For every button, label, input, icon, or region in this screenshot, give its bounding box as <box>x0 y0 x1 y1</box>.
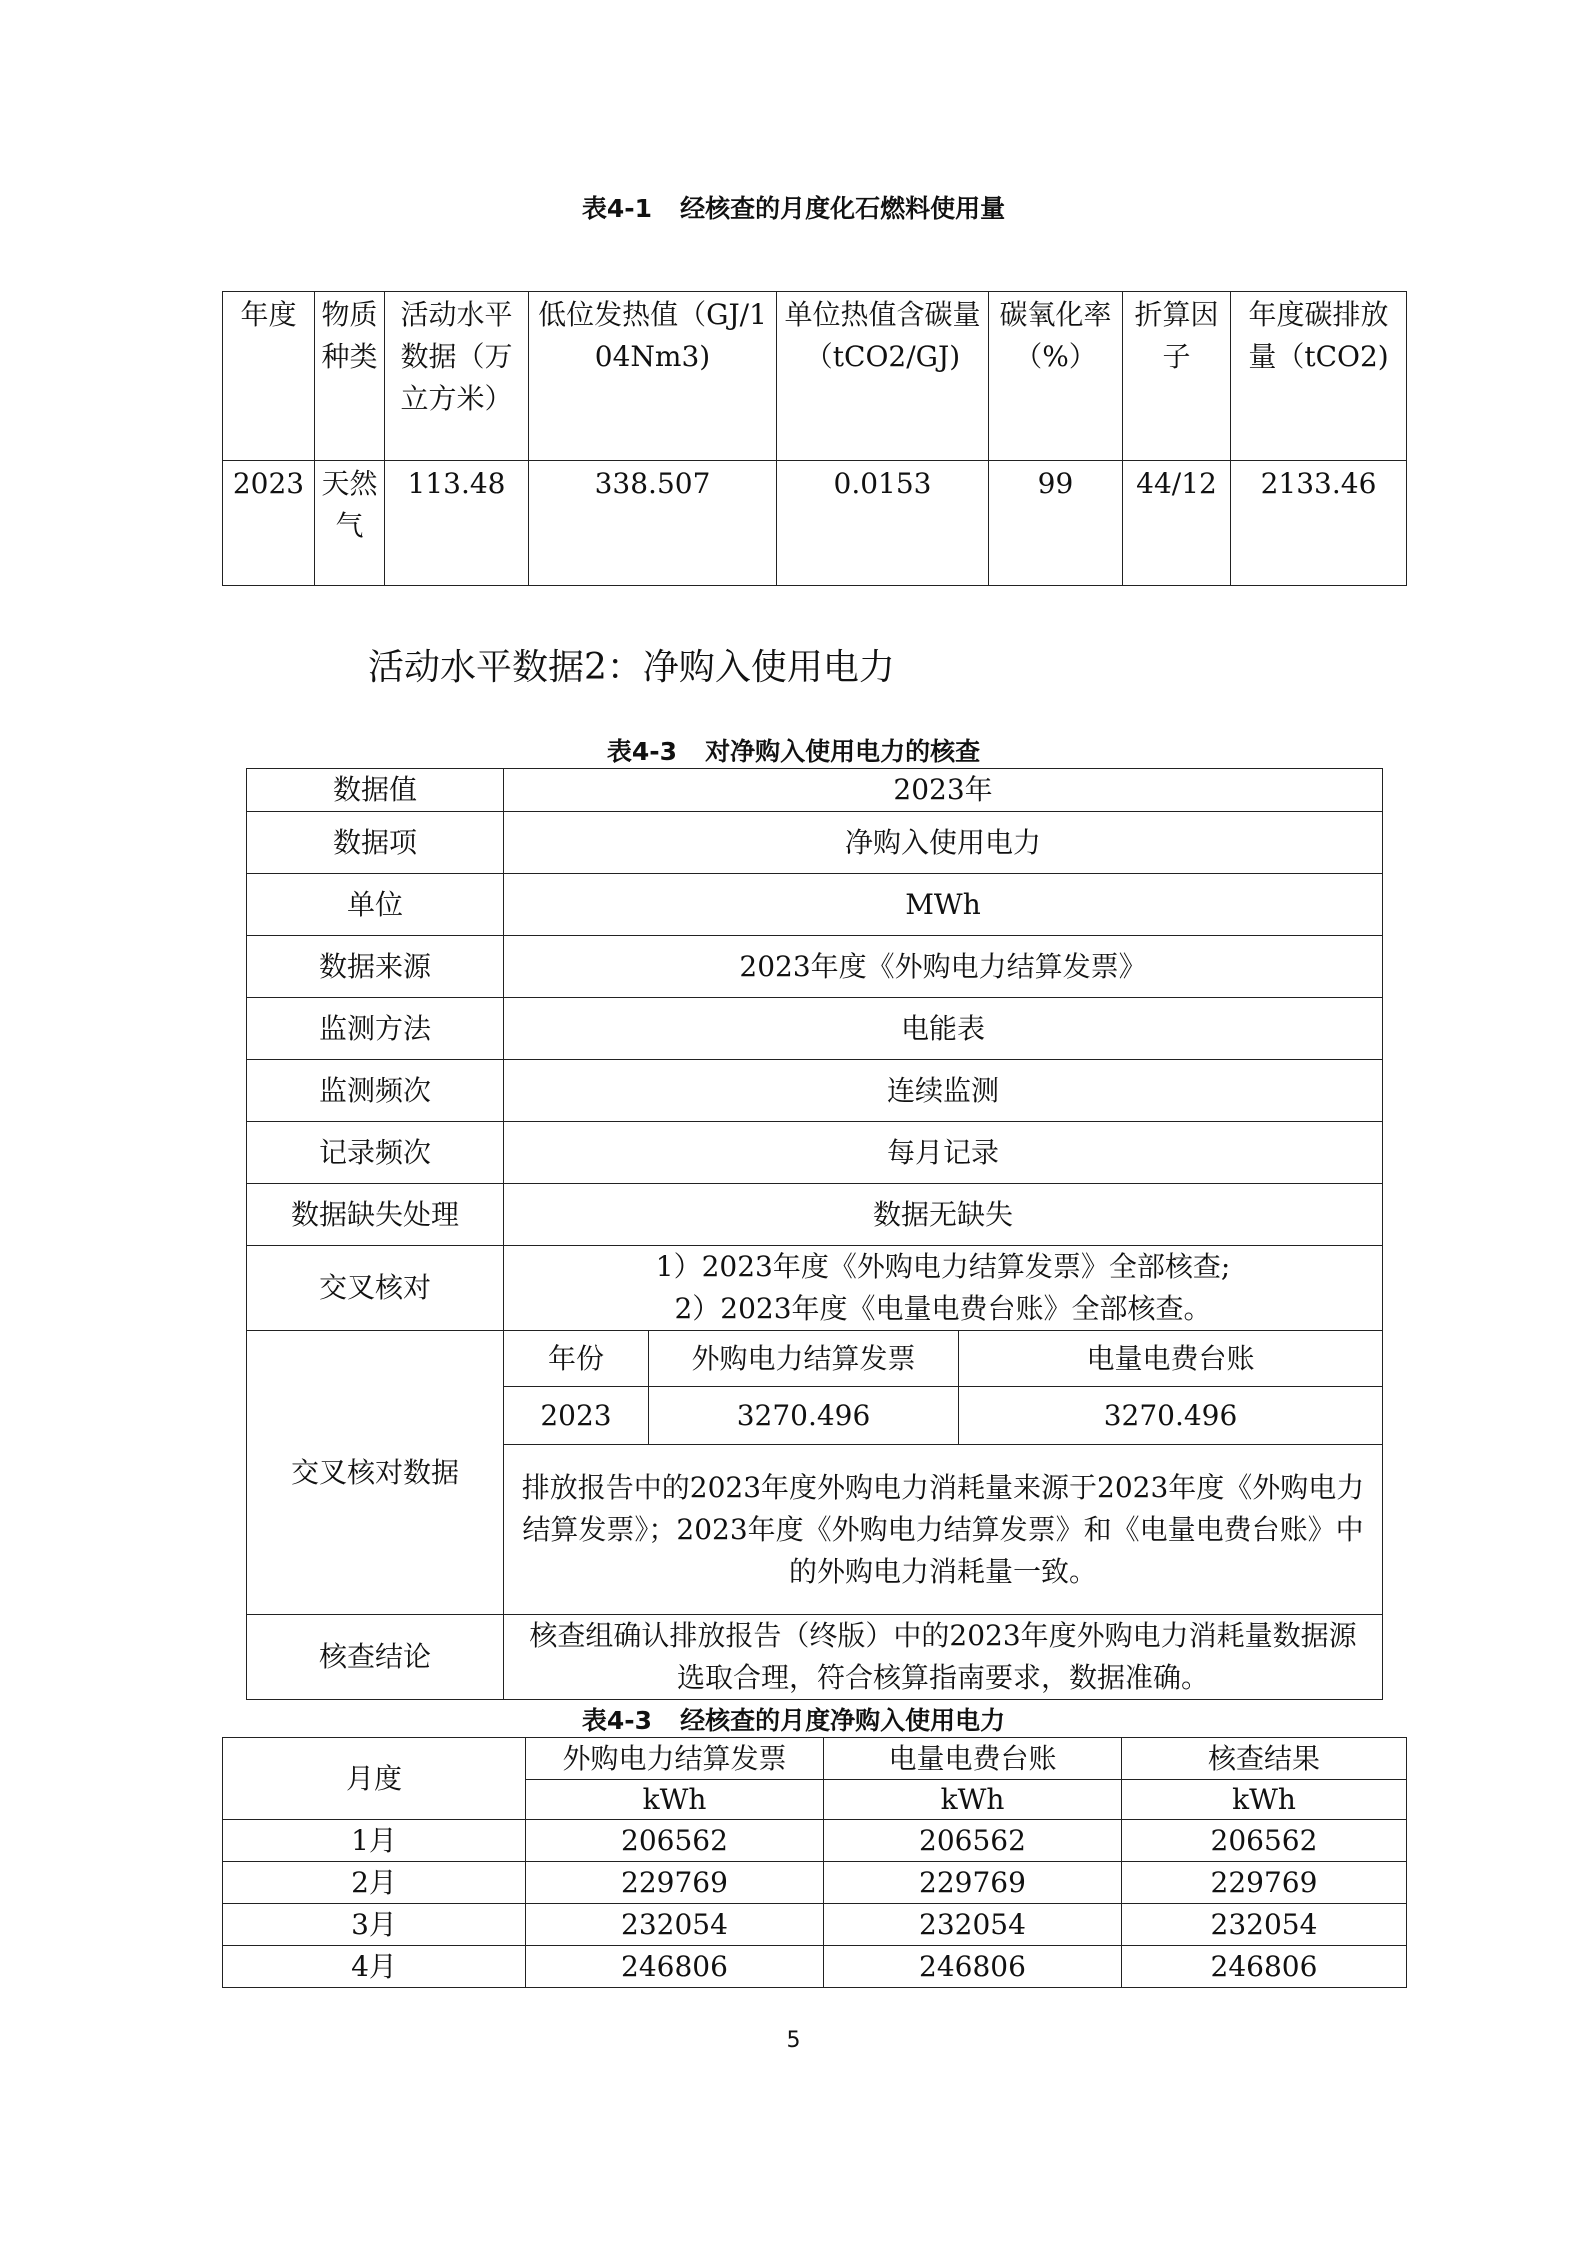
table1-cell: 99 <box>989 461 1123 586</box>
table-row <box>223 1862 1407 1904</box>
table1-caption-title: 经核查的月度化石燃料使用量 <box>680 194 1006 223</box>
table3-header-cell: 外购电力结算发票 <box>526 1738 824 1780</box>
value-cell: 232054 <box>1122 1904 1407 1946</box>
table2-label-cell: 数据项 <box>247 812 504 874</box>
unit-cell: kWh <box>526 1780 824 1820</box>
table3-header-cell: 核查结果 <box>1122 1738 1407 1780</box>
table-row <box>223 1904 1407 1946</box>
table2-value-cell: 数据无缺失 <box>504 1184 1383 1246</box>
table1-cell: 338.507 <box>529 461 777 586</box>
section-heading: 活动水平数据2：净购入使用电力 <box>368 647 895 688</box>
value-cell: 232054 <box>824 1904 1122 1946</box>
table2-label-cell: 数据缺失处理 <box>247 1184 504 1246</box>
table2-row <box>247 1060 1383 1122</box>
table1-header-row <box>223 292 1407 461</box>
month-cell: 4月 <box>223 1946 526 1988</box>
monthly-electricity-table <box>222 1737 1407 1988</box>
table3-caption-number: 表4-3 <box>581 1706 653 1735</box>
table2-label-cell: 单位 <box>247 874 504 936</box>
table1-data-row <box>223 461 1407 586</box>
page-number: 5 <box>786 2028 801 2053</box>
table2-value-cell: 连续监测 <box>504 1060 1383 1122</box>
table1-header-cell: 物质种类 <box>315 292 385 461</box>
table2-value-cell: MWh <box>504 874 1383 936</box>
table1-header-cell: 低位发热值（GJ/104Nm3) <box>529 292 777 461</box>
cross-data-header-cell: 外购电力结算发票 <box>649 1331 959 1387</box>
value-cell: 232054 <box>526 1904 824 1946</box>
table2-row <box>247 812 1383 874</box>
month-cell: 3月 <box>223 1904 526 1946</box>
table3-header-row <box>223 1738 1407 1780</box>
table1-cell: 0.0153 <box>777 461 989 586</box>
table2-caption-number: 表4-3 <box>606 737 678 766</box>
table1-header-cell: 碳氧化率（%） <box>989 292 1123 461</box>
value-cell: 229769 <box>1122 1862 1407 1904</box>
electricity-verification-table <box>246 768 1383 1700</box>
value-cell: 206562 <box>824 1820 1122 1862</box>
unit-cell: kWh <box>824 1780 1122 1820</box>
value-cell: 229769 <box>824 1862 1122 1904</box>
table2-caption <box>0 737 1587 767</box>
cross-data-note: 排放报告中的2023年度外购电力消耗量来源于2023年度《外购电力结算发票》；2023年度《外购电力结算发票》和《电量电费台账》中的外购电力消耗量一致。 <box>504 1445 1383 1615</box>
table2-label-cell: 交叉核对 <box>247 1246 504 1331</box>
table2-row <box>247 769 1383 812</box>
table3-caption-title: 经核查的月度净购入使用电力 <box>680 1706 1006 1735</box>
cross-check-line: 2）2023年度《电量电费台账》全部核查。 <box>674 1292 1212 1325</box>
table2-label-cell: 数据值 <box>247 769 504 812</box>
table2-label-cell: 核查结论 <box>247 1615 504 1700</box>
table1-cell: 44/12 <box>1123 461 1231 586</box>
table1-cell: 2023 <box>223 461 315 586</box>
table1-cell: 2133.46 <box>1231 461 1407 586</box>
table2-row <box>247 1122 1383 1184</box>
table3-header-cell: 电量电费台账 <box>824 1738 1122 1780</box>
cross-data-cell: 2023 <box>504 1387 649 1445</box>
table1-header-cell: 单位热值含碳量（tCO2/GJ) <box>777 292 989 461</box>
table2-label-cell: 监测频次 <box>247 1060 504 1122</box>
table2-row-conclusion <box>247 1615 1383 1700</box>
value-cell: 229769 <box>526 1862 824 1904</box>
cross-check-line: 1）2023年度《外购电力结算发票》全部核查; <box>655 1250 1231 1283</box>
table2-label-cell: 交叉核对数据 <box>247 1331 504 1615</box>
table2-value-cell <box>504 1246 1383 1331</box>
table1-header-cell: 年度碳排放量（tCO2) <box>1231 292 1407 461</box>
table1-header-cell: 活动水平数据（万立方米） <box>385 292 529 461</box>
month-cell: 2月 <box>223 1862 526 1904</box>
month-header: 月度 <box>223 1738 526 1820</box>
table2-value-cell: 2023年度《外购电力结算发票》 <box>504 936 1383 998</box>
unit-cell: kWh <box>1122 1780 1407 1820</box>
value-cell: 246806 <box>1122 1946 1407 1988</box>
table2-row-cross-data-header <box>247 1331 1383 1387</box>
table2-caption-title: 对净购入使用电力的核查 <box>705 737 981 766</box>
table1-cell: 113.48 <box>385 461 529 586</box>
table-row <box>223 1946 1407 1988</box>
value-cell: 206562 <box>526 1820 824 1862</box>
table2-row <box>247 936 1383 998</box>
table2-value-cell: 2023年 <box>504 769 1383 812</box>
conclusion-text: 核查组确认排放报告（终版）中的2023年度外购电力消耗量数据源选取合理，符合核算指南要求，数据准确。 <box>504 1615 1383 1700</box>
table2-row <box>247 998 1383 1060</box>
table2-value-cell: 净购入使用电力 <box>504 812 1383 874</box>
table2-label-cell: 监测方法 <box>247 998 504 1060</box>
table2-row-cross-check <box>247 1246 1383 1331</box>
table1-header-cell: 折算因子 <box>1123 292 1231 461</box>
value-cell: 246806 <box>824 1946 1122 1988</box>
table2-row <box>247 874 1383 936</box>
table1-caption-number: 表4-1 <box>581 194 653 223</box>
month-cell: 1月 <box>223 1820 526 1862</box>
table1-cell: 天然气 <box>315 461 385 586</box>
table2-row <box>247 1184 1383 1246</box>
table2-label-cell: 数据来源 <box>247 936 504 998</box>
fossil-fuel-table <box>222 291 1407 586</box>
value-cell: 246806 <box>526 1946 824 1988</box>
cross-data-header-cell: 年份 <box>504 1331 649 1387</box>
cross-data-cell: 3270.496 <box>959 1387 1383 1445</box>
table2-value-cell: 每月记录 <box>504 1122 1383 1184</box>
value-cell: 206562 <box>1122 1820 1407 1862</box>
table2-label-cell: 记录频次 <box>247 1122 504 1184</box>
cross-data-cell: 3270.496 <box>649 1387 959 1445</box>
table-row <box>223 1820 1407 1862</box>
table2-value-cell: 电能表 <box>504 998 1383 1060</box>
table1-caption <box>0 194 1587 224</box>
cross-data-header-cell: 电量电费台账 <box>959 1331 1383 1387</box>
table1-header-cell: 年度 <box>223 292 315 461</box>
table3-caption <box>0 1706 1587 1736</box>
